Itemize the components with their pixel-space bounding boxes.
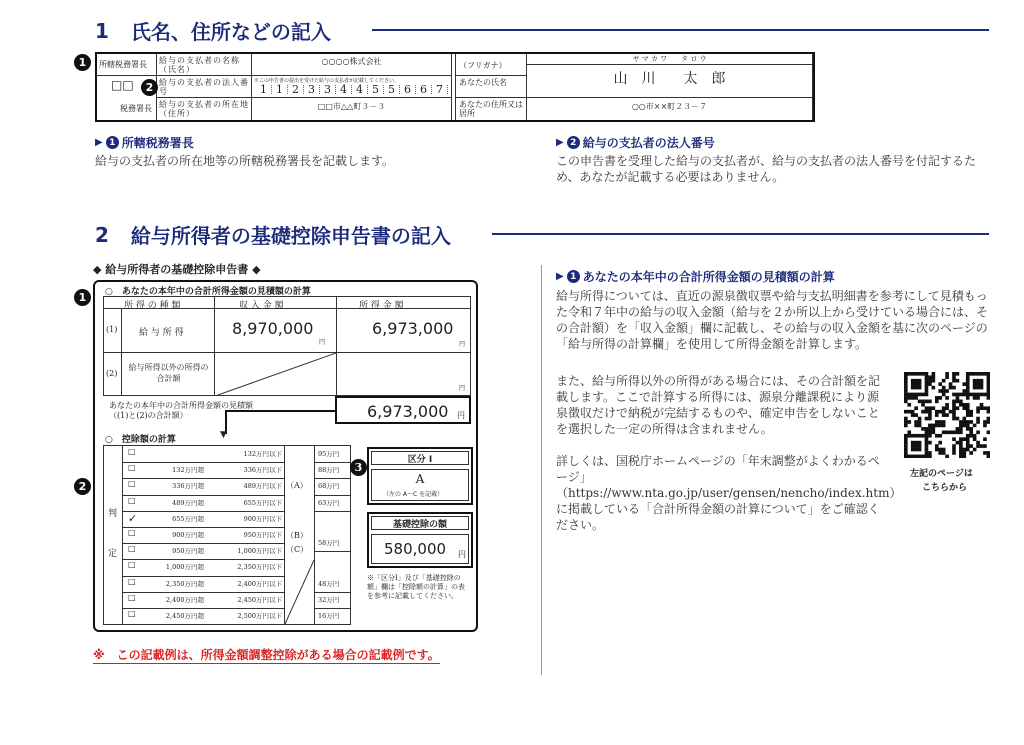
row-checkbox[interactable]: □ xyxy=(128,447,136,456)
row1-no: (1) xyxy=(106,325,118,334)
name-address-form xyxy=(95,52,815,122)
row-to: 1,000万円以下 xyxy=(237,547,282,556)
row-checkbox[interactable]: □ xyxy=(128,544,136,554)
row-from: 132万円超 xyxy=(172,466,204,475)
payer-number-digit: 3 xyxy=(320,85,336,94)
payer-number-digit: 1 xyxy=(256,85,272,94)
qr-caption-1: 左記のページは xyxy=(910,469,973,479)
deduction-value: 95万円 xyxy=(318,450,340,458)
total-sub: （(1)と(2)の合計額） xyxy=(109,411,188,420)
row2-no: (2) xyxy=(106,369,118,378)
payer-number-digit: 7 xyxy=(432,85,448,94)
note1-heading: ▶ 1 所轄税務署長 xyxy=(95,136,194,150)
deduction-value: 88万円 xyxy=(318,466,340,475)
total-yen: 円 xyxy=(457,411,465,420)
row-checkbox[interactable]: □ xyxy=(128,576,136,586)
office-value: □□ xyxy=(97,76,157,98)
payer-number-digit: 3 xyxy=(304,85,320,94)
row-to: 2,350万円以下 xyxy=(237,563,282,572)
deduction-table xyxy=(103,445,351,625)
down-arrow-icon: ▼ xyxy=(220,430,227,440)
row1-income-yen: 円 xyxy=(319,339,326,346)
col-kind: 所 得 の 種 類 xyxy=(124,301,181,311)
row1-label: 給 与 所 得 xyxy=(139,328,184,338)
office-suffix: 税務署長 xyxy=(97,98,157,120)
judge-label-2: 定 xyxy=(108,549,118,559)
row-checkbox[interactable]: □ xyxy=(128,560,136,570)
form2-heading: ◆ 給与所得者の基礎控除申告書 ◆ xyxy=(93,263,261,276)
payer-number-digit: 4 xyxy=(352,85,368,94)
payer-number-digit: 6 xyxy=(400,85,416,94)
kubun-value: A xyxy=(415,472,425,486)
payer-number-field xyxy=(252,76,452,98)
part2-title: ○ 控除額の計算 xyxy=(105,435,176,445)
row-to: 900万円以下 xyxy=(243,514,282,523)
payer-name-value: ○○○○株式会社 xyxy=(252,54,452,76)
deduction-value: 48万円 xyxy=(318,579,340,588)
row1-amount-yen: 円 xyxy=(459,341,466,348)
kiso-value-box xyxy=(371,534,469,564)
office-label: 所轄税務署長 xyxy=(97,54,157,76)
row-to: 489万円以下 xyxy=(243,482,282,491)
row-from: 655万円超 xyxy=(172,514,204,523)
payer-number-digit: 5 xyxy=(368,85,384,94)
column-divider xyxy=(541,265,542,675)
badge-1: 1 xyxy=(74,54,91,71)
cat-a: （A） xyxy=(286,481,308,490)
row-checkbox[interactable]: □ xyxy=(128,609,136,618)
note2-heading: ▶ 2 給与の支払者の法人番号 xyxy=(556,136,715,150)
row-checkbox[interactable]: □ xyxy=(128,495,136,505)
kubun-note: （左の A～C を記載） xyxy=(383,491,444,498)
row1-amount: 6,973,000 xyxy=(372,319,454,338)
row-checkbox[interactable]: □ xyxy=(128,592,136,602)
row-to: 2,500万円以下 xyxy=(237,612,282,620)
your-name-value: 山 川 太 郎 xyxy=(527,65,813,98)
qr-caption-2: こちらから xyxy=(922,483,968,493)
kubun-title: 区分 I xyxy=(371,451,469,465)
payer-address-label: 給与の支払者の所在地（住所） xyxy=(157,98,252,120)
furigana-value: ヤ マ カ ワ タ ロ ウ xyxy=(527,54,813,65)
deduction-value: 68万円 xyxy=(318,482,340,491)
total-value: 6,973,000 xyxy=(367,402,449,421)
row1-income: 8,970,000 xyxy=(232,319,314,338)
note2-text: この申告書を受理した給与の支払者が、給与の支払者の法人番号を付記するため、あなたが記載する必要はありません。 xyxy=(556,154,977,184)
row-to: 336万円以下 xyxy=(243,466,282,475)
kiso-title: 基礎控除の額 xyxy=(371,516,469,530)
your-address-value: ○○市××町２３－７ xyxy=(527,98,813,120)
kiso-box xyxy=(367,512,473,568)
badge-2-form2: 2 xyxy=(74,478,91,495)
col-amount: 所 得 金 額 xyxy=(359,301,404,311)
deduction-value: 32万円 xyxy=(318,595,340,604)
row-from: 900万円超 xyxy=(172,531,204,539)
note3-p1: 給与所得については、直近の源泉徴収票や給与支払明細書を参考にして見積もった令和７年中の給与の収入金額（給与を２か所以上から受けている場合には、その合計額）を「収入金額」欄に記載し、その給与の収入金額を基に次のページの「給与所得の計算欄」を使用して所得金額を計算します。 xyxy=(556,289,989,351)
payer-number-digit: 1 xyxy=(272,85,288,94)
section1-rule xyxy=(372,29,989,31)
deduction-value: 16万円 xyxy=(318,612,340,620)
section2-rule xyxy=(492,233,989,235)
section1-title: 1 氏名、住所などの記入 xyxy=(95,18,331,44)
payer-name-label: 給与の支払者の名称（氏名） xyxy=(157,54,252,76)
note1-text: 給与の支払者の所在地等の所轄税務署長を記載します。 xyxy=(95,154,395,168)
note3-heading: ▶ 1 あなたの本年中の合計所得金額の見積額の計算 xyxy=(556,270,835,284)
badge-3: 3 xyxy=(350,459,367,476)
payer-address-value: □□市△△町３－３ xyxy=(252,98,452,120)
badge-1-form2: 1 xyxy=(74,289,91,306)
part1-title: ○ あなたの本年中の合計所得金額の見積額の計算 xyxy=(105,287,311,297)
total-box xyxy=(335,396,471,424)
footnote: ※「区分Ⅰ」及び「基礎控除の額」欄は「控除額の計算」の表を参考に記載してください。 xyxy=(367,574,465,600)
row2-amount-yen: 円 xyxy=(459,385,466,392)
income-table xyxy=(103,296,471,396)
badge-2-form: 2 xyxy=(141,79,158,96)
deduction-value: 58万円 xyxy=(318,539,340,548)
your-address-label: あなたの住所又は居所 xyxy=(455,98,527,120)
payer-number-label: 給与の支払者の法人番号 xyxy=(157,76,252,98)
row-from: 2,400万円超 xyxy=(165,595,204,604)
row-to: 2,450万円以下 xyxy=(237,595,282,604)
payer-number-digit: 4 xyxy=(336,85,352,94)
furigana-label: （フリガナ） xyxy=(455,54,527,76)
payer-number-digits xyxy=(256,85,448,94)
cat-b: （B） xyxy=(286,531,308,540)
qr-code[interactable] xyxy=(904,372,990,458)
basic-deduction-form xyxy=(93,280,478,632)
section2-title: 2 給与所得者の基礎控除申告書の記入 xyxy=(95,222,451,248)
row-to: 132万円以下 xyxy=(243,450,282,458)
payer-number-note: ※この申告書の提出を受けた給与の支払者が記載してください。 xyxy=(254,78,400,84)
row-from: 336万円超 xyxy=(172,482,204,491)
row-to: 2,400万円以下 xyxy=(237,579,282,588)
total-label: あなたの本年中の合計所得金額の見積額 xyxy=(109,401,253,410)
row-checkbox[interactable]: □ xyxy=(128,479,136,489)
row-checkbox[interactable]: ✓ xyxy=(128,511,138,525)
payer-number-digit: 2 xyxy=(288,85,304,94)
kiso-yen: 円 xyxy=(458,550,466,559)
row2-label: 給与所得以外の所得の合計額 xyxy=(128,363,209,383)
payer-number-digit: 5 xyxy=(384,85,400,94)
row-checkbox[interactable]: □ xyxy=(128,463,136,473)
example-note: ※ この記載例は、所得金額調整控除がある場合の記載例です。 xyxy=(93,648,440,662)
row-to: 655万円以下 xyxy=(243,498,282,507)
deduction-value: 63万円 xyxy=(318,498,340,507)
judge-label: 判 xyxy=(108,509,118,519)
kubun-box xyxy=(367,447,473,505)
note3-p3: 詳しくは、国税庁ホームページの「年末調整がよくわかるページ」（https://www.nta.go.jp/user/gensen/nencho/index.htm）に掲載している「合計所得金額の計算について」をご確認ください。 xyxy=(556,454,902,532)
row-from: 1,000万円超 xyxy=(165,563,204,572)
kiso-value: 580,000 xyxy=(384,540,447,558)
row-checkbox[interactable]: □ xyxy=(128,528,136,537)
cat-c: （C） xyxy=(286,545,309,554)
col-income: 収 入 金 額 xyxy=(239,301,284,311)
row-from: 2,350万円超 xyxy=(165,579,204,588)
your-name-label: あなたの氏名 xyxy=(455,76,527,98)
payer-number-digit: 6 xyxy=(416,85,432,94)
row-to: 950万円以下 xyxy=(243,531,282,539)
note3-p2: また、給与所得以外の所得がある場合には、その合計額を記載します。ここで計算する所得には、源泉分離課税により源泉徴収だけで納税が完結するものや、確定申告をしないことを選択した一定の所得は含まれません。 xyxy=(556,374,881,436)
row-from: 950万円超 xyxy=(172,547,204,556)
row-from: 489万円超 xyxy=(172,498,204,507)
row-from: 2,450万円超 xyxy=(165,612,204,620)
